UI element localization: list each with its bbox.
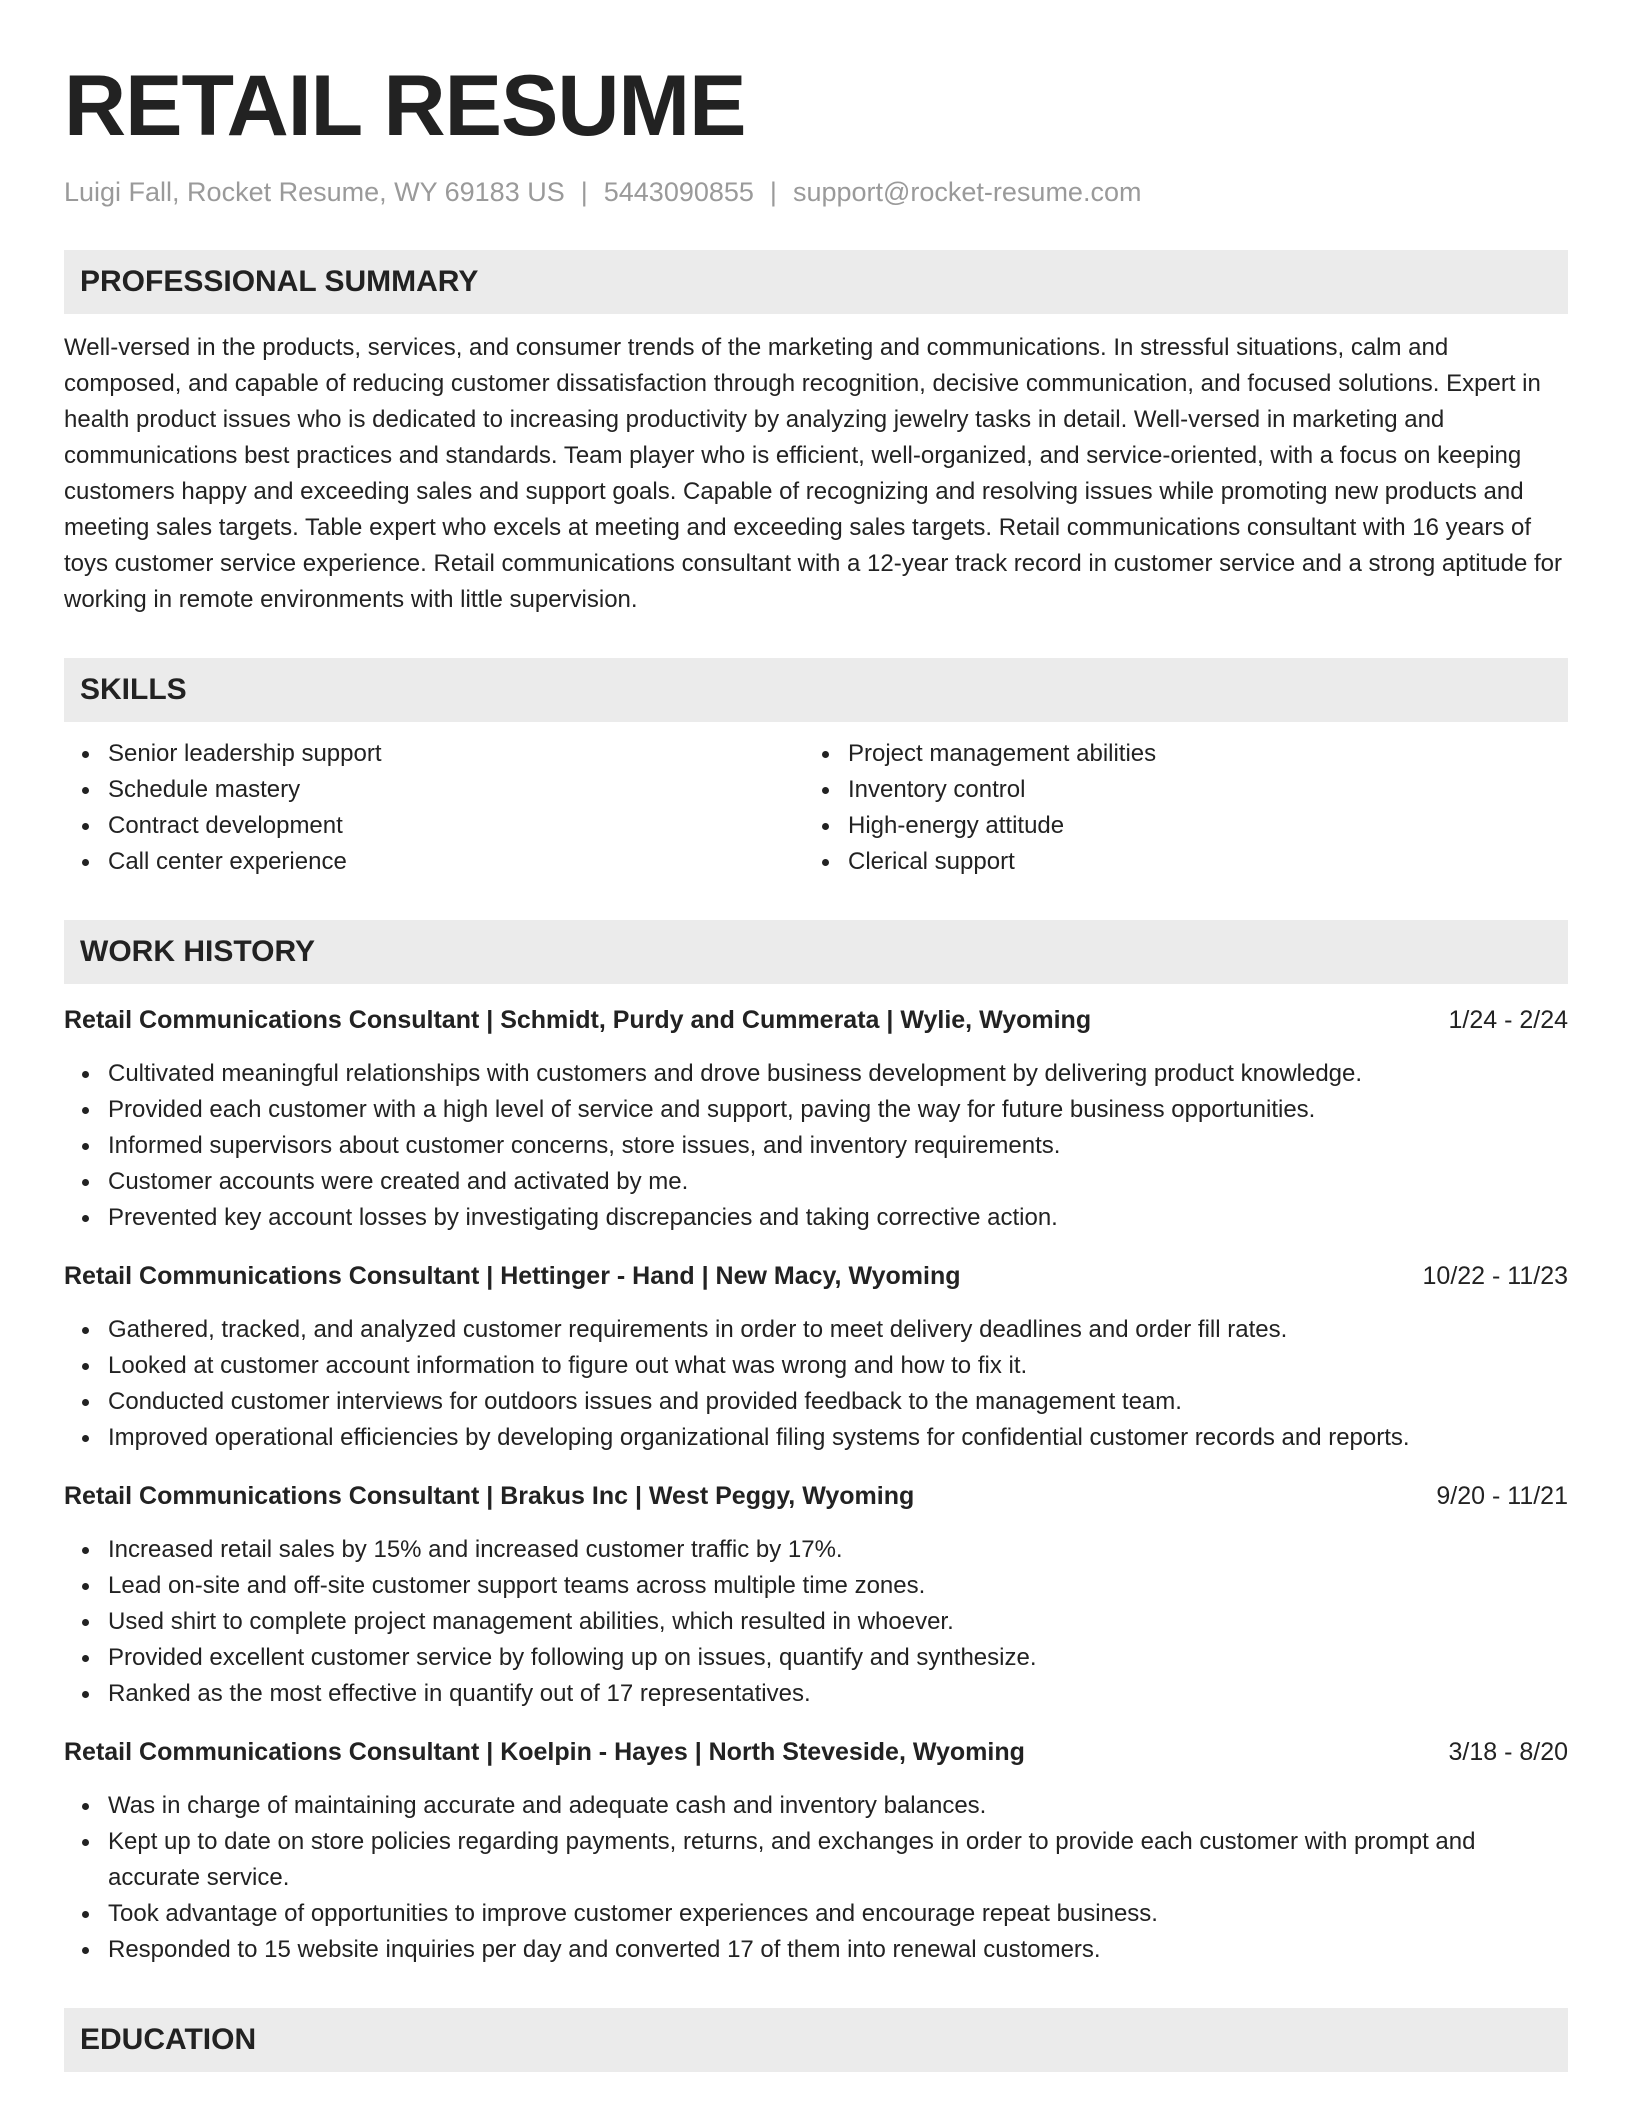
contact-email: support@rocket-resume.com bbox=[792, 177, 1142, 207]
job-header bbox=[64, 1478, 1568, 1514]
job-title: Retail Communications Consultant | Brakus Inc | West Peggy, Wyoming bbox=[64, 1482, 915, 1510]
skill-item: Senior leadership support bbox=[64, 736, 804, 772]
job-bullet: Customer accounts were created and activated by me. bbox=[64, 1164, 1568, 1200]
job-title: Retail Communications Consultant | Koelpin - Hayes | North Steveside, Wyoming bbox=[64, 1738, 1025, 1766]
contact-separator: | bbox=[580, 177, 588, 207]
contact-separator: | bbox=[769, 177, 777, 207]
job-header bbox=[64, 1258, 1568, 1294]
job-entry bbox=[64, 1002, 1568, 1236]
job-bullets bbox=[64, 1532, 1568, 1712]
job-bullets bbox=[64, 1312, 1568, 1456]
job-bullet: Cultivated meaningful relationships with customers and drove business development by delivering product knowledge. bbox=[64, 1056, 1568, 1092]
job-bullet: Improved operational efficiencies by developing organizational filing systems for confidential customer records and reports. bbox=[64, 1420, 1568, 1456]
job-entry bbox=[64, 1478, 1568, 1712]
job-header bbox=[64, 1734, 1568, 1770]
job-bullet: Took advantage of opportunities to improve customer experiences and encourage repeat business. bbox=[64, 1896, 1568, 1932]
job-bullet: Informed supervisors about customer concerns, store issues, and inventory requirements. bbox=[64, 1128, 1568, 1164]
job-title: Retail Communications Consultant | Schmidt, Purdy and Cummerata | Wylie, Wyoming bbox=[64, 1006, 1092, 1034]
job-dates: 3/18 - 8/20 bbox=[1448, 1738, 1568, 1766]
job-bullets bbox=[64, 1056, 1568, 1236]
resume-title: RETAIL RESUME bbox=[64, 58, 746, 154]
skill-item: High-energy attitude bbox=[804, 808, 1544, 844]
job-dates: 1/24 - 2/24 bbox=[1448, 1006, 1568, 1034]
job-bullet: Used shirt to complete project management abilities, which resulted in whoever. bbox=[64, 1604, 1568, 1640]
skills-column-left bbox=[64, 736, 804, 880]
job-bullet: Prevented key account losses by investigating discrepancies and taking corrective action. bbox=[64, 1200, 1568, 1236]
job-bullet: Increased retail sales by 15% and increased customer traffic by 17%. bbox=[64, 1532, 1568, 1568]
skill-item: Inventory control bbox=[804, 772, 1544, 808]
skills-column-right bbox=[804, 736, 1544, 880]
job-bullet: Provided each customer with a high level of service and support, paving the way for future business opportunities. bbox=[64, 1092, 1568, 1128]
skills-list bbox=[64, 736, 1568, 880]
section-header-work-history: WORK HISTORY bbox=[64, 920, 1568, 984]
job-bullet: Ranked as the most effective in quantify out of 17 representatives. bbox=[64, 1676, 1568, 1712]
work-history bbox=[64, 1002, 1568, 1968]
section-header-skills: SKILLS bbox=[64, 658, 1568, 722]
contact-phone: 5443090855 bbox=[603, 177, 754, 207]
job-header bbox=[64, 1002, 1568, 1038]
skill-item: Clerical support bbox=[804, 844, 1544, 880]
job-entry bbox=[64, 1734, 1568, 1968]
job-bullet: Kept up to date on store policies regarding payments, returns, and exchanges in order to provide each customer with prompt and accurate service. bbox=[64, 1824, 1568, 1896]
job-bullet: Gathered, tracked, and analyzed customer requirements in order to meet delivery deadlines and order fill rates. bbox=[64, 1312, 1568, 1348]
skill-item: Schedule mastery bbox=[64, 772, 804, 808]
skill-item: Project management abilities bbox=[804, 736, 1544, 772]
section-header-summary: PROFESSIONAL SUMMARY bbox=[64, 250, 1568, 314]
job-title: Retail Communications Consultant | Hettinger - Hand | New Macy, Wyoming bbox=[64, 1262, 961, 1290]
job-bullets bbox=[64, 1788, 1568, 1968]
job-bullet: Lead on-site and off-site customer support teams across multiple time zones. bbox=[64, 1568, 1568, 1604]
skill-item: Contract development bbox=[64, 808, 804, 844]
contact-line bbox=[64, 174, 1568, 210]
job-bullet: Was in charge of maintaining accurate and adequate cash and inventory balances. bbox=[64, 1788, 1568, 1824]
job-dates: 10/22 - 11/23 bbox=[1422, 1262, 1568, 1290]
job-dates: 9/20 - 11/21 bbox=[1436, 1482, 1568, 1510]
section-header-education: EDUCATION bbox=[64, 2008, 1568, 2072]
job-entry bbox=[64, 1258, 1568, 1456]
contact-address: Luigi Fall, Rocket Resume, WY 69183 US bbox=[64, 177, 565, 207]
job-bullet: Responded to 15 website inquiries per day and converted 17 of them into renewal customers. bbox=[64, 1932, 1568, 1968]
job-bullet: Looked at customer account information to figure out what was wrong and how to fix it. bbox=[64, 1348, 1568, 1384]
skill-item: Call center experience bbox=[64, 844, 804, 880]
job-bullet: Provided excellent customer service by following up on issues, quantify and synthesize. bbox=[64, 1640, 1568, 1676]
professional-summary-text: Well-versed in the products, services, and consumer trends of the marketing and communications. In stressful situations, calm and composed, and capable of reducing customer dissatisfaction through recognition, decisive communication, and focused solutions. Expert in health product issues who is dedicated to increasing productivity by analyzing jewelry tasks in detail. Well-versed in marketing and communications best practices and standards. Team player who is efficient, well-organized, and service-oriented, with a focus on keeping customers happy and exceeding sales and support goals. Capable of recognizing and resolving issues while promoting new products and meeting sales targets. Table expert who excels at meeting and exceeding sales targets. Retail communications consultant with 16 years of toys customer service experience. Retail communications consultant with a 12-year track record in customer service and a strong aptitude for working in remote environments with little supervision. bbox=[64, 334, 1563, 613]
job-bullet: Conducted customer interviews for outdoors issues and provided feedback to the management team. bbox=[64, 1384, 1568, 1420]
